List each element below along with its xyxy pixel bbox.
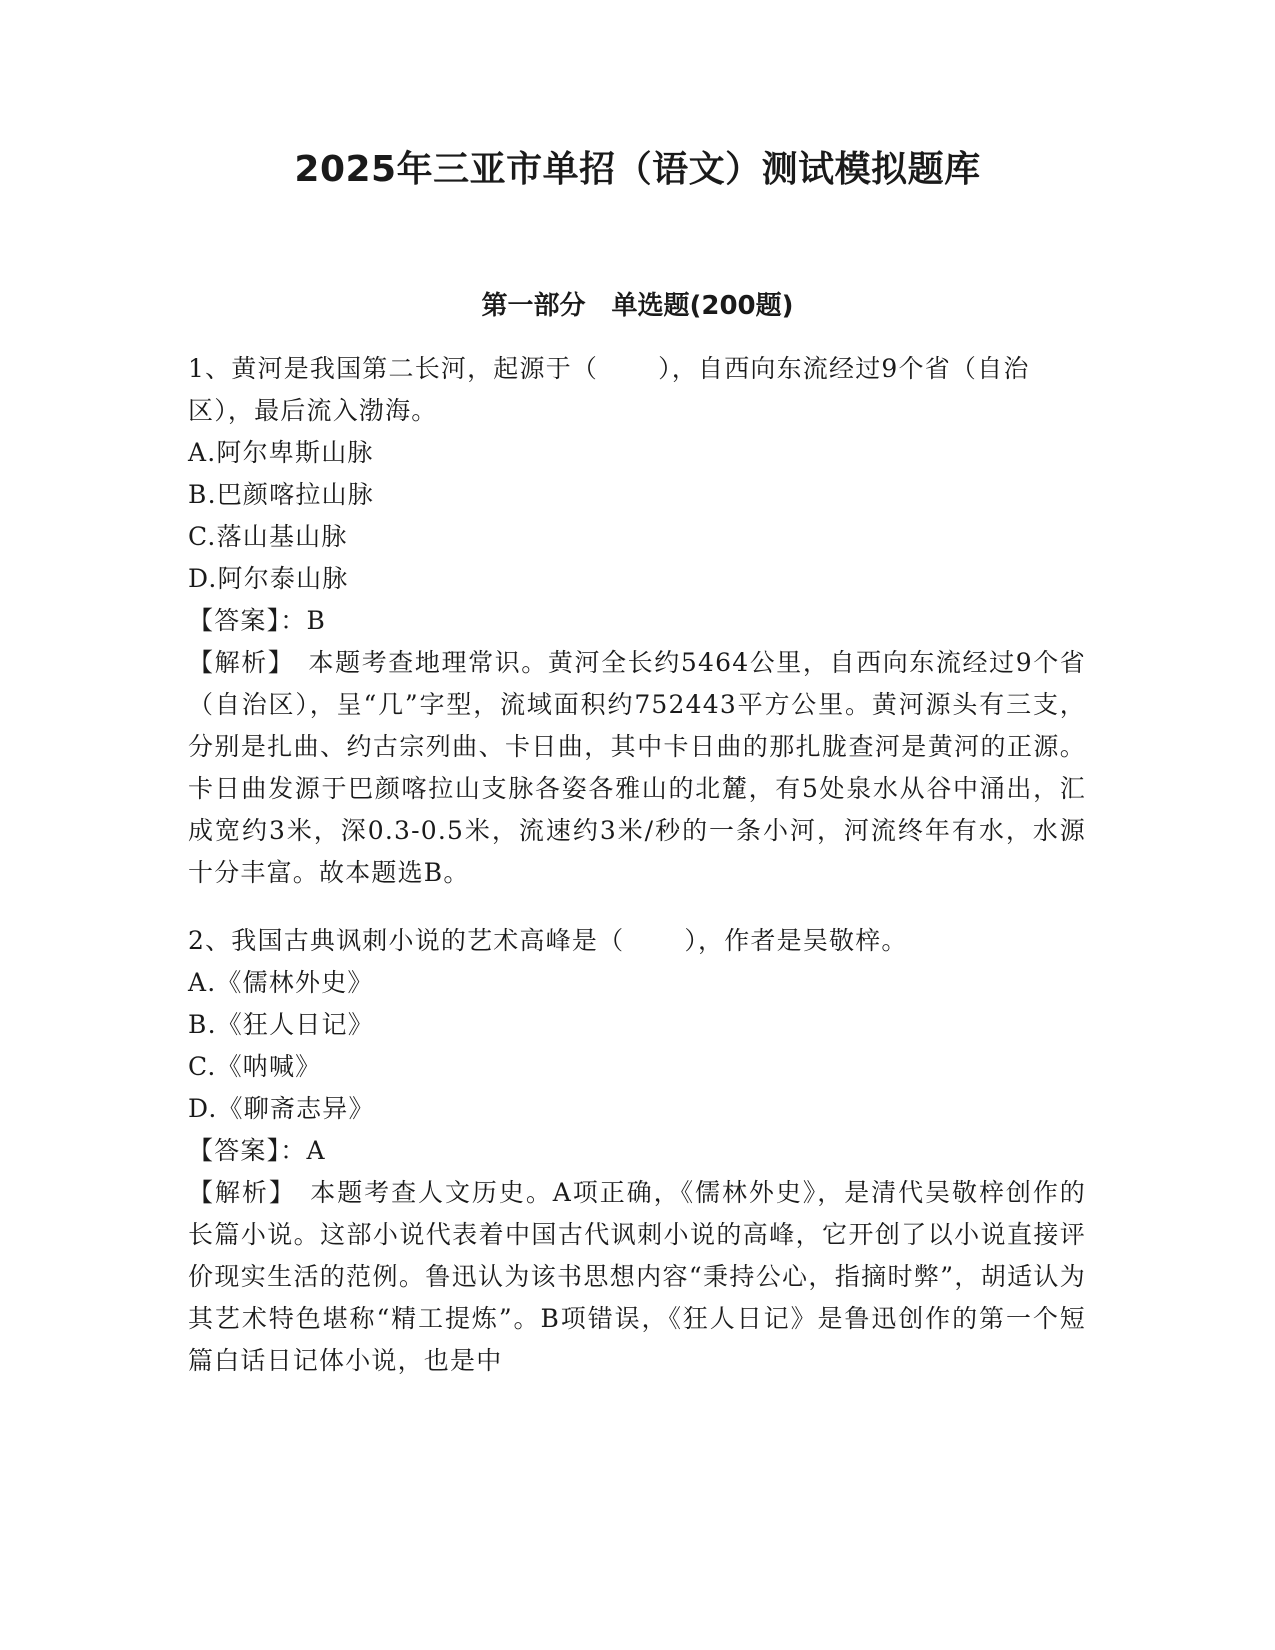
option-a: A.《儒林外史》: [188, 968, 374, 997]
explanation-paragraph: 【解析】 本题考查地理常识。黄河全长约5464公里，自西向东流经过9个省（自治区），呈“几”字型，流域面积约752443平方公里。黄河源头有三支，分别是扎曲、约古宗列曲、卡日曲，其中卡日曲的那扎胧查河是黄河的正源。卡日曲发源于巴颜喀拉山支脉各姿各雅山的北麓，有5处泉水从谷中涌出，汇成宽约3米，深0.3-0.5米，流速约3米/秒的一条小河，河流终年有水，水源十分丰富。故本题选B。: [188, 648, 1086, 887]
question-stem-before: 1、黄河是我国第二长河，起源于（: [188, 354, 599, 383]
explanation-paragraph: 【解析】 本题考查人文历史。A项正确，《儒林外史》，是清代吴敬梓创作的长篇小说。这部小说代表着中国古代讽刺小说的高峰，它开创了以小说直接评价现实生活的范例。鲁迅认为该书思想内容“秉持公心，指摘时弊”，胡适认为其艺术特色堪称“精工提炼”。B项错误，《狂人日记》是鲁迅创作的第一个短篇白话日记体小说，也是中: [188, 1178, 1086, 1375]
option-b: B.《狂人日记》: [188, 1010, 374, 1039]
answer-line: 【答案】：B: [188, 606, 327, 635]
option-b: B.巴颜喀拉山脉: [188, 480, 374, 509]
document-title: 2025年三亚市单招（语文）测试模拟题库: [294, 149, 981, 190]
question-stem-after: ），作者是吴敬梓。: [684, 926, 908, 955]
option-a: A.阿尔卑斯山脉: [188, 438, 374, 467]
option-d: D.阿尔泰山脉: [188, 564, 349, 593]
question-list: [188, 348, 1086, 1408]
option-d: D.《聊斋志异》: [188, 1094, 375, 1123]
section-title: 第一部分 单选题(200题): [481, 291, 794, 321]
question-stem-after: ），自西向东流经过9个省（自治区），最后流入渤海。: [188, 354, 1030, 425]
answer-line: 【答案】：A: [188, 1136, 326, 1165]
question-item: [188, 920, 1086, 1382]
option-c: C.《呐喊》: [188, 1052, 322, 1081]
question-stem: [188, 920, 1086, 962]
question-stem: [188, 348, 1086, 432]
question-stem-before: 2、我国古典讽刺小说的艺术高峰是（: [188, 926, 625, 955]
option-c: C.落山基山脉: [188, 522, 348, 551]
question-item: [188, 348, 1086, 894]
